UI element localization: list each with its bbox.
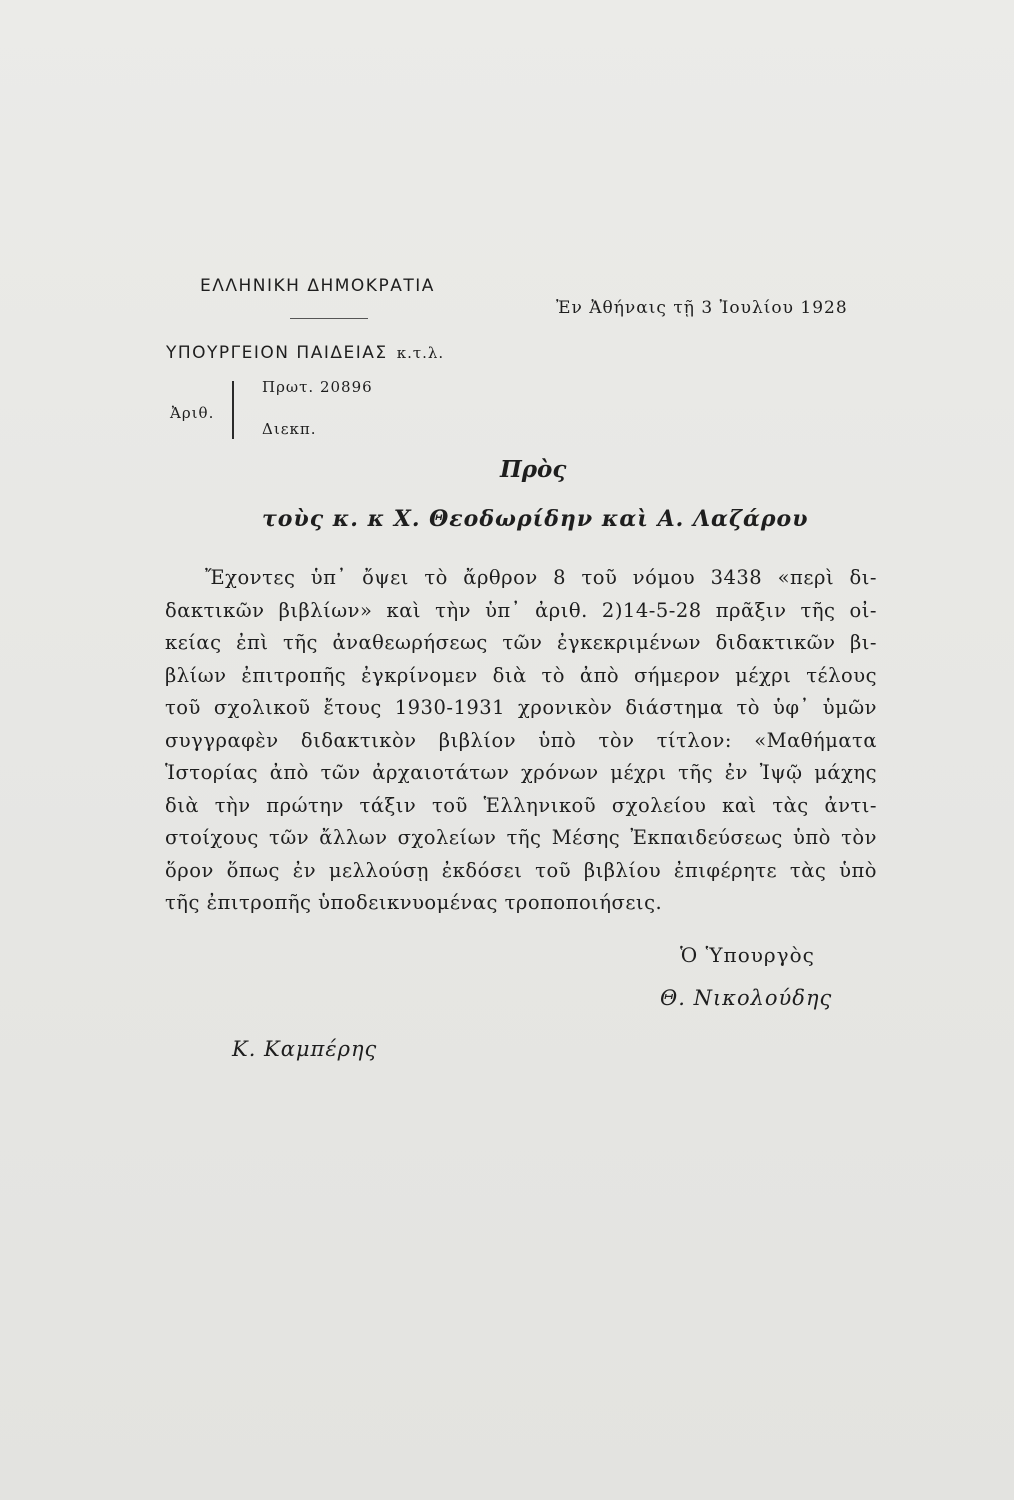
body-line: κείας ἐπὶ τῆς ἀναθεωρήσεως τῶν ἐγκεκριμένων διδακτικῶν βι-: [165, 631, 877, 654]
letter-body: [165, 562, 877, 920]
body-line: τῆς ἐπιτροπῆς ὑποδεικνυομένας τροποποιήσεις.: [165, 891, 663, 914]
body-line: συγγραφὲν διδακτικὸν βιβλίον ὑπὸ τὸν τίτλον: «Μαθήματα: [165, 728, 877, 752]
body-line: τοῦ σχολικοῦ ἔτους 1930-1931 χρονικὸν διάστημα τὸ ὑφ᾽ ὑμῶν: [165, 696, 877, 719]
ministry-suffix: κ.τ.λ.: [396, 344, 445, 362]
place-date: Ἐν Ἀθήναις τῇ 3 Ἰουλίου 1928: [556, 298, 848, 318]
header-divider: [290, 318, 368, 319]
body-line: Ἱστορίας ἀπὸ τῶν ἀρχαιοτάτων χρόνων μέχρι τῆς ἐν Ἰψῷ μάχης: [165, 761, 877, 784]
republic-header: ΕΛΛΗΝΙΚΗ ΔΗΜΟΚΡΑΤΙΑ: [200, 276, 435, 296]
addressees: τοὺς κ. κ Χ. Θεοδωρίδην καὶ Α. Λαζάρου: [262, 506, 809, 532]
diekp-label: Διεκπ.: [262, 420, 317, 438]
body-line: στοίχους τῶν ἄλλων σχολείων τῆς Μέσης Ἐκπαιδεύσεως ὑπὸ τὸν: [165, 826, 877, 849]
body-line: βλίων ἐπιτροπῆς ἐγκρίνομεν διὰ τὸ ἀπὸ σήμερον μέχρι τέλους: [165, 663, 877, 687]
body-line: διὰ τὴν πρώτην τάξιν τοῦ Ἑλληνικοῦ σχολείου καὶ τὰς ἀντι-: [165, 793, 877, 817]
ministry-line: [166, 343, 444, 363]
body-line: δακτικῶν βιβλίων» καὶ τὴν ὑπ᾽ ἀριθ. 2)14-5-28 πρᾶξιν τῆς οἰ-: [165, 598, 877, 622]
arith-label: Ἀριθ.: [170, 404, 215, 422]
protocol-number: Πρωτ. 20896: [262, 378, 373, 396]
reference-brace: [232, 381, 236, 439]
minister-title: Ὁ Ὑπουργὸς: [680, 943, 815, 967]
countersign-name: Κ. Καμπέρης: [232, 1037, 378, 1061]
body-line: ὅρον ὅπως ἐν μελλούσῃ ἐκδόσει τοῦ βιβλίου ἐπιφέρητε τὰς ὑπὸ: [165, 858, 877, 882]
ministry-name: ΥΠΟΥΡΓΕΙΟΝ ΠΑΙΔΕΙΑΣ: [166, 343, 388, 363]
body-line: Ἔχοντες ὑπ᾽ ὄψει τὸ ἄρθρον 8 τοῦ νόμου 3438 «περὶ δι-: [205, 566, 877, 589]
minister-name: Θ. Νικολούδης: [660, 986, 833, 1010]
heading-to: Πρὸς: [500, 456, 567, 483]
